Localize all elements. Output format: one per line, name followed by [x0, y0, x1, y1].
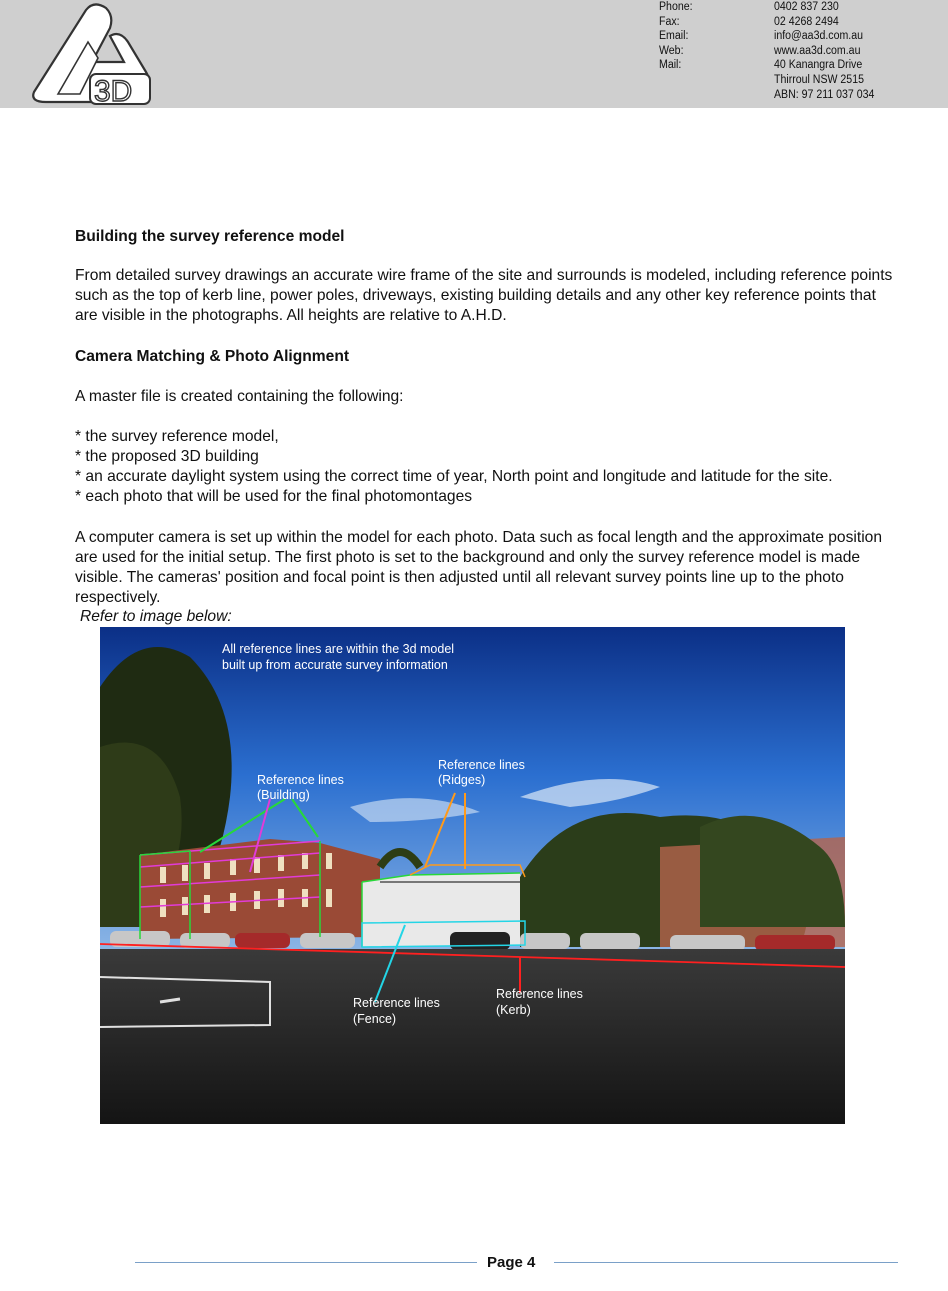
contact-label: Fax: — [659, 15, 680, 28]
footer-rule-left — [135, 1262, 477, 1263]
image-caption-line-2: built up from accurate survey information — [222, 658, 448, 672]
mail-line-1: 40 Kanangra Drive — [774, 59, 863, 72]
reference-lines-photo — [100, 627, 845, 1124]
list-item: * each photo that will be used for the final photomontages — [75, 488, 473, 505]
refer-note: Refer to image below: — [80, 608, 232, 625]
contact-label: Mail: — [659, 59, 682, 72]
section-title-survey-model: Building the survey reference model — [75, 228, 345, 245]
section-title-camera-matching: Camera Matching & Photo Alignment — [75, 348, 350, 365]
section-body-survey-model: From detailed survey drawings an accurate wire frame of the site and surrounds is modeled, including reference points such as the top of kerb line, power poles, driveways, existing building details and any other key reference points that are visible in the photographs. All heights are relative to A.H.D. — [75, 267, 893, 324]
image-caption-line-1: All reference lines are within the 3d model — [222, 642, 455, 656]
contact-labels — [659, 0, 693, 73]
mail-line-2: Thirroul NSW 2515 — [774, 73, 864, 86]
label-kerb-1: Reference lines — [496, 987, 583, 1001]
fax-value: 02 4268 2494 — [774, 15, 839, 28]
section-intro: A master file is created containing the following: — [75, 388, 404, 405]
contact-label: Phone: — [659, 1, 693, 13]
abn-value: ABN: 97 211 037 034 — [774, 88, 875, 101]
section-body-camera-matching: A computer camera is set up within the model for each photo. Data such as focal length and the approximate position are used for the initial setup. The first photo is set to the background and only the survey reference model is made visible. The cameras' position and focal point is then adjusted until all relevant survey points line up to the photo respectively. — [75, 529, 883, 606]
label-ridges-2: (Ridges) — [438, 773, 486, 787]
car-park — [100, 949, 845, 1124]
web-link[interactable]: www.aa3d.com.au — [774, 44, 861, 57]
brick-building — [140, 839, 380, 939]
list-item: * an accurate daylight system using the correct time of year, North point and longitude and latitude for the site. — [75, 468, 833, 485]
email-link[interactable]: info@aa3d.com.au — [774, 30, 863, 43]
list-item: * the survey reference model, — [75, 428, 279, 445]
label-ridges-1: Reference lines — [438, 758, 525, 772]
aa3d-logo — [28, 2, 156, 106]
label-fence-1: Reference lines — [353, 996, 440, 1010]
page-header — [0, 0, 948, 108]
logo-text: 3D — [94, 75, 133, 106]
contact-label: Web: — [659, 44, 684, 57]
label-fence-2: (Fence) — [353, 1012, 397, 1026]
label-building-1: Reference lines — [257, 773, 344, 787]
label-kerb-2: (Kerb) — [496, 1003, 531, 1017]
phone-value: 0402 837 230 — [774, 1, 839, 13]
contact-label: Email: — [659, 30, 689, 43]
label-building-2: (Building) — [257, 788, 310, 802]
page-number: Page 4 — [487, 1254, 536, 1271]
contact-values — [774, 0, 874, 102]
bullet-list — [75, 427, 895, 507]
footer-rule-right — [554, 1262, 898, 1263]
list-item: * the proposed 3D building — [75, 448, 259, 465]
